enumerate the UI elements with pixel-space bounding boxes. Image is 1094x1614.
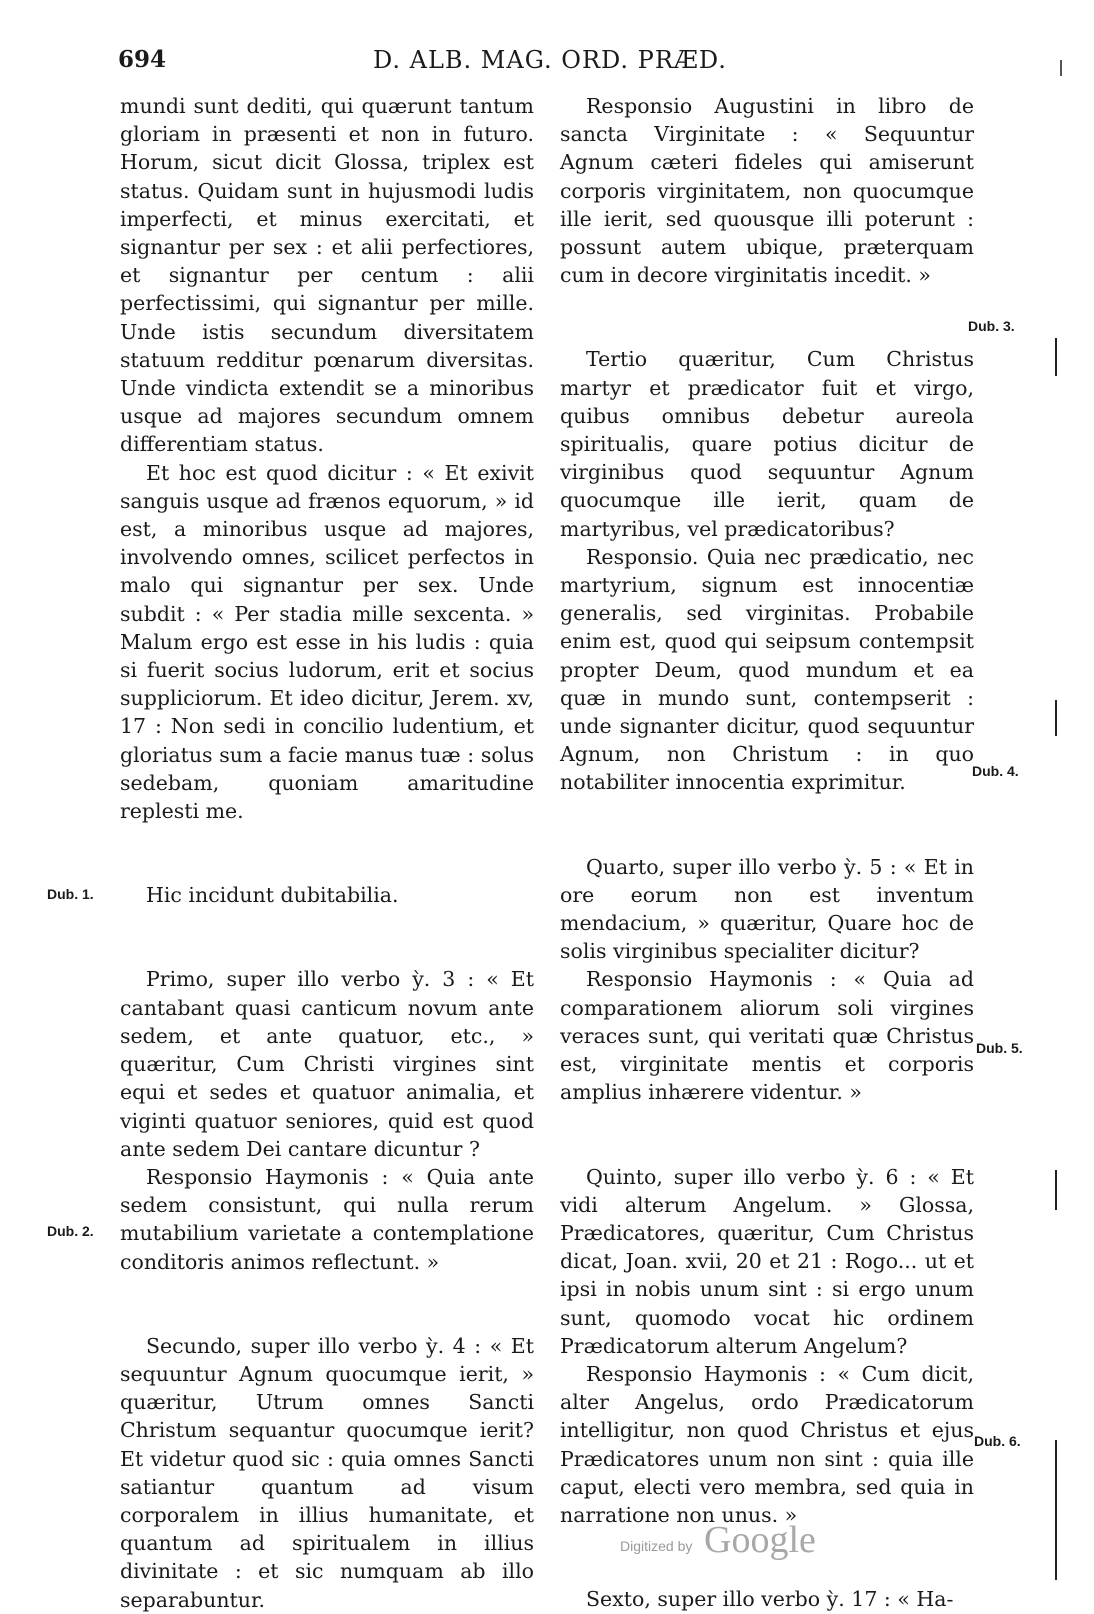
paragraph: Responsio. Quia nec prædicatio, nec martyrium, signum est innocentiæ generalis, sed virginitas. Probabile enim est, quod qui seipsum contempsit propter Deum, quod mundum et ea quæ in mundo sunt, contempserit : unde signanter dicitur, quod sequuntur Agnum, non Christum : in quo notabiliter innocentia exprimitur. xyxy=(560,544,974,795)
running-header xyxy=(118,46,978,86)
digitized-watermark xyxy=(620,1518,850,1562)
paragraph: Quinto, super illo verbo ỳ. 6 : « Et vidi alterum Angelum. » Glossa, Prædicatores, quæritur, Cum Christus dicat, Joan. xvii, 20 et 21 : Rogo... ut et ipsi in nobis unum sint : si ergo unum sunt, quomodo vocat hic ordinem Prædicatorum alterum Angelum? xyxy=(560,1164,974,1358)
running-title: D. ALB. MAG. ORD. PRÆD. xyxy=(373,46,727,74)
paragraph: Quarto, super illo verbo ỳ. 5 : « Et in ore eorum non est inventum mendacium, » quæritur, Quare hoc de solis virginibus specialiter dicitur? xyxy=(560,854,974,964)
paragraph-gap xyxy=(120,825,534,881)
page-number: 694 xyxy=(118,46,167,73)
paragraph-gap xyxy=(120,1276,534,1332)
margin-note-dub-5: Dub. 5. xyxy=(976,1040,1023,1056)
paragraph: Et hoc est quod dicitur : « Et exivit sanguis usque ad frænos equorum, » id est, a minoribus usque ad majores, involvendo omnes, scilicet perfectos in malo qui signantur per sex. Unde subdit : « Per stadia mille sexcenta. » Malum ergo est esse in his ludis : quia si fuerit socius ludorum, erit et socius suppliciorum. Et ideo dicitur, Jerem. xv, 17 : Non sedi in concilio ludentium, et gloriatus sum a facie manus tuæ : solus sedebam, quoniam amaritudine replesti me. xyxy=(120,460,534,824)
right-column xyxy=(560,92,974,1613)
margin-rule xyxy=(1055,1170,1057,1210)
margin-note-dub-6: Dub. 6. xyxy=(974,1433,1021,1449)
edge-tick xyxy=(1060,60,1062,76)
paragraph: Responsio Haymonis : « Quia ante sedem consistunt, qui nulla rerum mutabilium varietate a contemplatione conditoris animos reflectunt. » xyxy=(120,1164,534,1274)
paragraph: mundi sunt dediti, qui quærunt tantum gloriam in præsenti et non in futuro. Horum, sicut dicit Glossa, triplex est status. Quidam sunt in hujusmodi ludis imperfecti, et minus exercitati, et signantur per sex : et alii perfectiores, et signantur per centum : alii perfectissimi, qui signantur per mille. Unde istis secundum diversitatem statuum redditur pœnarum diversitas. Unde vindicta extendit se a minoribus usque ad majores secundum omnem differentiam status. xyxy=(120,94,534,457)
margin-note-dub-1: Dub. 1. xyxy=(47,886,94,902)
paragraph: Sexto, super illo verbo ỳ. 17 : « Ha- xyxy=(586,1587,954,1612)
margin-note-dub-2: Dub. 2. xyxy=(47,1223,94,1239)
paragraph: Primo, super illo verbo ỳ. 3 : « Et cantabant quasi canticum novum ante sedem, et ante quatuor, etc., » quæritur, Cum Christi virgines sint equi et sedes et quatuor animalia, et viginti quatuor seniores, quid est quod ante sedem Dei cantare dicuntur ? xyxy=(120,967,534,1161)
margin-rule xyxy=(1055,338,1057,376)
digitized-label: Digitized by xyxy=(620,1538,693,1554)
margin-note-dub-3: Dub. 3. xyxy=(968,318,1015,334)
paragraph: Tertio quæritur, Cum Christus martyr et prædicator fuit et virgo, quibus omnibus debetur aureola spiritualis, quare potius dicitur de virginibus quod sequuntur Agnum quocumque ille ierit, quam de martyribus, vel prædicatoribus? xyxy=(560,347,974,541)
paragraph-gap xyxy=(560,289,974,345)
paragraph: Responsio Augustini in libro de sancta Virginitate : « Sequuntur Agnum cæteri fideles qui amiserunt corporis virginitatem, non quocumque ille ierit, sed quousque illi poterunt : possunt autem ubique, præterquam cum in decore virginitatis incedit. » xyxy=(560,94,974,288)
paragraph: Responsio Haymonis : « Quia ad comparationem aliorum soli virgines veraces sunt, qui veritati quæ Christus est, virginitate mentis et corporis amplius inhærere videntur. » xyxy=(560,967,974,1105)
paragraph-gap xyxy=(560,797,974,853)
paragraph-gap xyxy=(560,1107,974,1163)
paragraph-gap xyxy=(120,909,534,965)
paragraph: Secundo, super illo verbo ỳ. 4 : « Et sequuntur Agnum quocumque ierit, » quæritur, Utrum omnes Sancti Christum sequantur quocumque ierit? Et videtur quod sic : quia omnes Sancti satiantur quantum ad visum corporalem in illius humanitate, et quantum ad spiritualem in illius divinitate : et sic numquam ab illo separabuntur. xyxy=(120,1333,534,1612)
paragraph: Responsio Haymonis : « Cum dicit, alter Angelus, ordo Prædicatorum intelligitur, non quod Christus et ejus Prædicatores unum non sint : quia ille caput, electi vero membra, sed quia in narratione non unus. » xyxy=(560,1361,974,1527)
margin-note-dub-4: Dub. 4. xyxy=(972,763,1019,779)
paragraph: Hic incidunt dubitabilia. xyxy=(146,883,399,908)
left-column xyxy=(120,92,534,1614)
margin-rule xyxy=(1055,1440,1057,1580)
google-logo: Google xyxy=(704,1519,816,1561)
margin-rule xyxy=(1055,700,1057,736)
